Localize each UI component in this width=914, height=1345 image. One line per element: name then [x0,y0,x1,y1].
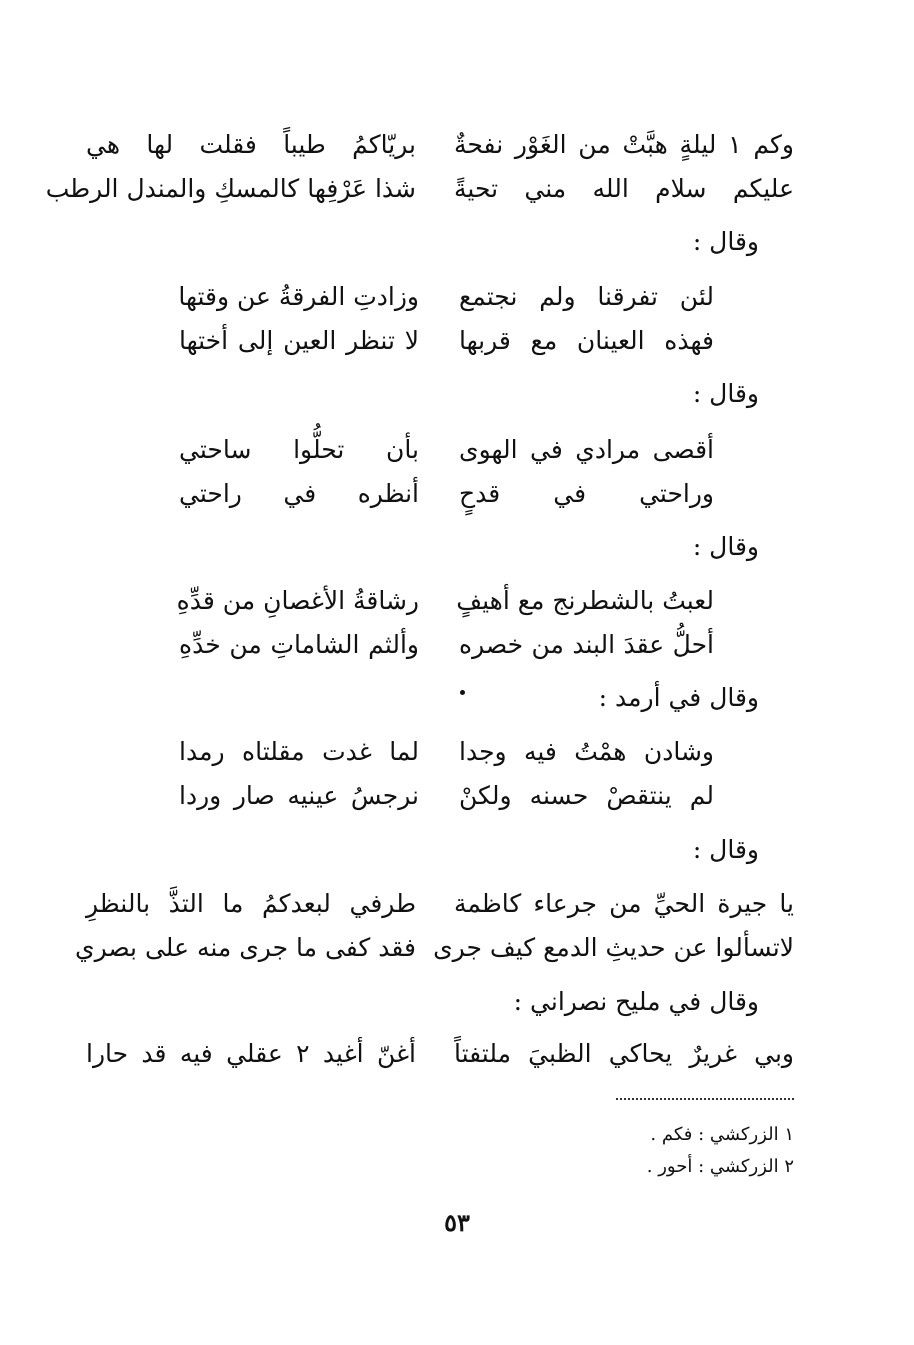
verse-line [75,926,794,970]
verse-first-hemistich: وكم ١ ليلةٍ هبَّتْ من الغَوْر نفحةٌ [454,130,794,159]
verse-line [179,623,714,667]
section-intro: وقال : [692,532,759,561]
verse-first-hemistich: وبي غريرٌ يحاكي الظبيَ ملتفتاً [454,1039,794,1068]
verse-first-hemistich: يا جيرة الحيِّ من جرعاء كاظمة [454,889,794,918]
verse-second-hemistich: طرفي لبعدكمُ ما التذَّ بالنظرِ [86,889,416,918]
verse-second-hemistich: نرجسُ عينيه صار وردا [179,781,419,810]
footnote: ١ الزركشي : فكم . [650,1124,794,1145]
verse-line [179,472,714,516]
verse-line [45,167,794,211]
verse-second-hemistich: لما غدت مقلتاه رمدا [179,737,419,766]
verse-line [86,123,794,167]
verse-first-hemistich: لاتسألوا عن حديثِ الدمع كيف جرى [433,933,794,962]
verse-second-hemistich: وزادتِ الفرقةُ عن وقتها [178,282,419,311]
verse-line [86,882,794,926]
verse-second-hemistich: وألثم الشاماتِ من خدِّهِ [179,630,419,659]
verse-second-hemistich: لا تنظر العين إلى أختها [179,326,419,355]
section-intro: وقال في أرمد : [598,683,759,712]
verse-line [179,428,714,472]
section-intro: وقال : [692,227,759,256]
verse-second-hemistich: فقد كفى ما جرى منه على بصري [75,933,416,962]
verse-line [176,579,714,623]
footnote-separator [616,1098,794,1100]
verse-line [179,730,714,774]
verse-first-hemistich: أقصى مرادي في الهوى [459,435,714,464]
footnote: ٢ الزركشي : أحور . [646,1156,794,1177]
verse-first-hemistich: عليكم سلام الله مني تحيةً [454,174,794,203]
verse-second-hemistich: رشاقةُ الأغصانِ من قدِّهِ [176,586,419,615]
verse-line [179,774,714,818]
verse-first-hemistich: وشادن همْتُ فيه وجدا [459,737,714,766]
verse-first-hemistich: لم ينتقصْ حسنه ولكنْ [459,781,714,810]
verse-first-hemistich: لعبتُ بالشطرنج مع أهيفٍ [456,586,714,615]
verse-second-hemistich: شذا عَرْفِها كالمسكِ والمندل الرطب [45,174,416,203]
verse-second-hemistich: بأن تحلُّوا ساحتي [179,435,419,464]
verse-second-hemistich: أغنّ أغيد ٢ عقلي فيه قد حارا [86,1039,416,1068]
section-intro: وقال : [692,379,759,408]
separator-dot [460,690,465,695]
verse-first-hemistich: فهذه العينان مع قربها [459,326,714,355]
page-number: ٥٣ [444,1208,470,1237]
verse-line [86,1032,794,1076]
verse-second-hemistich: أنظره في راحتي [179,479,419,508]
verse-first-hemistich: لئن تفرقنا ولم نجتمع [459,282,714,311]
verse-line [179,319,714,363]
verse-first-hemistich: وراحتي في قدحٍ [459,479,714,508]
section-intro: وقال : [692,835,759,864]
section-intro: وقال في مليح نصراني : [513,987,759,1016]
verse-line [179,275,714,319]
verse-first-hemistich: أحلُّ عقدَ البند من خصره [459,630,714,659]
verse-second-hemistich: بريّاكمُ طيباً فقلت لها هي [86,130,416,159]
